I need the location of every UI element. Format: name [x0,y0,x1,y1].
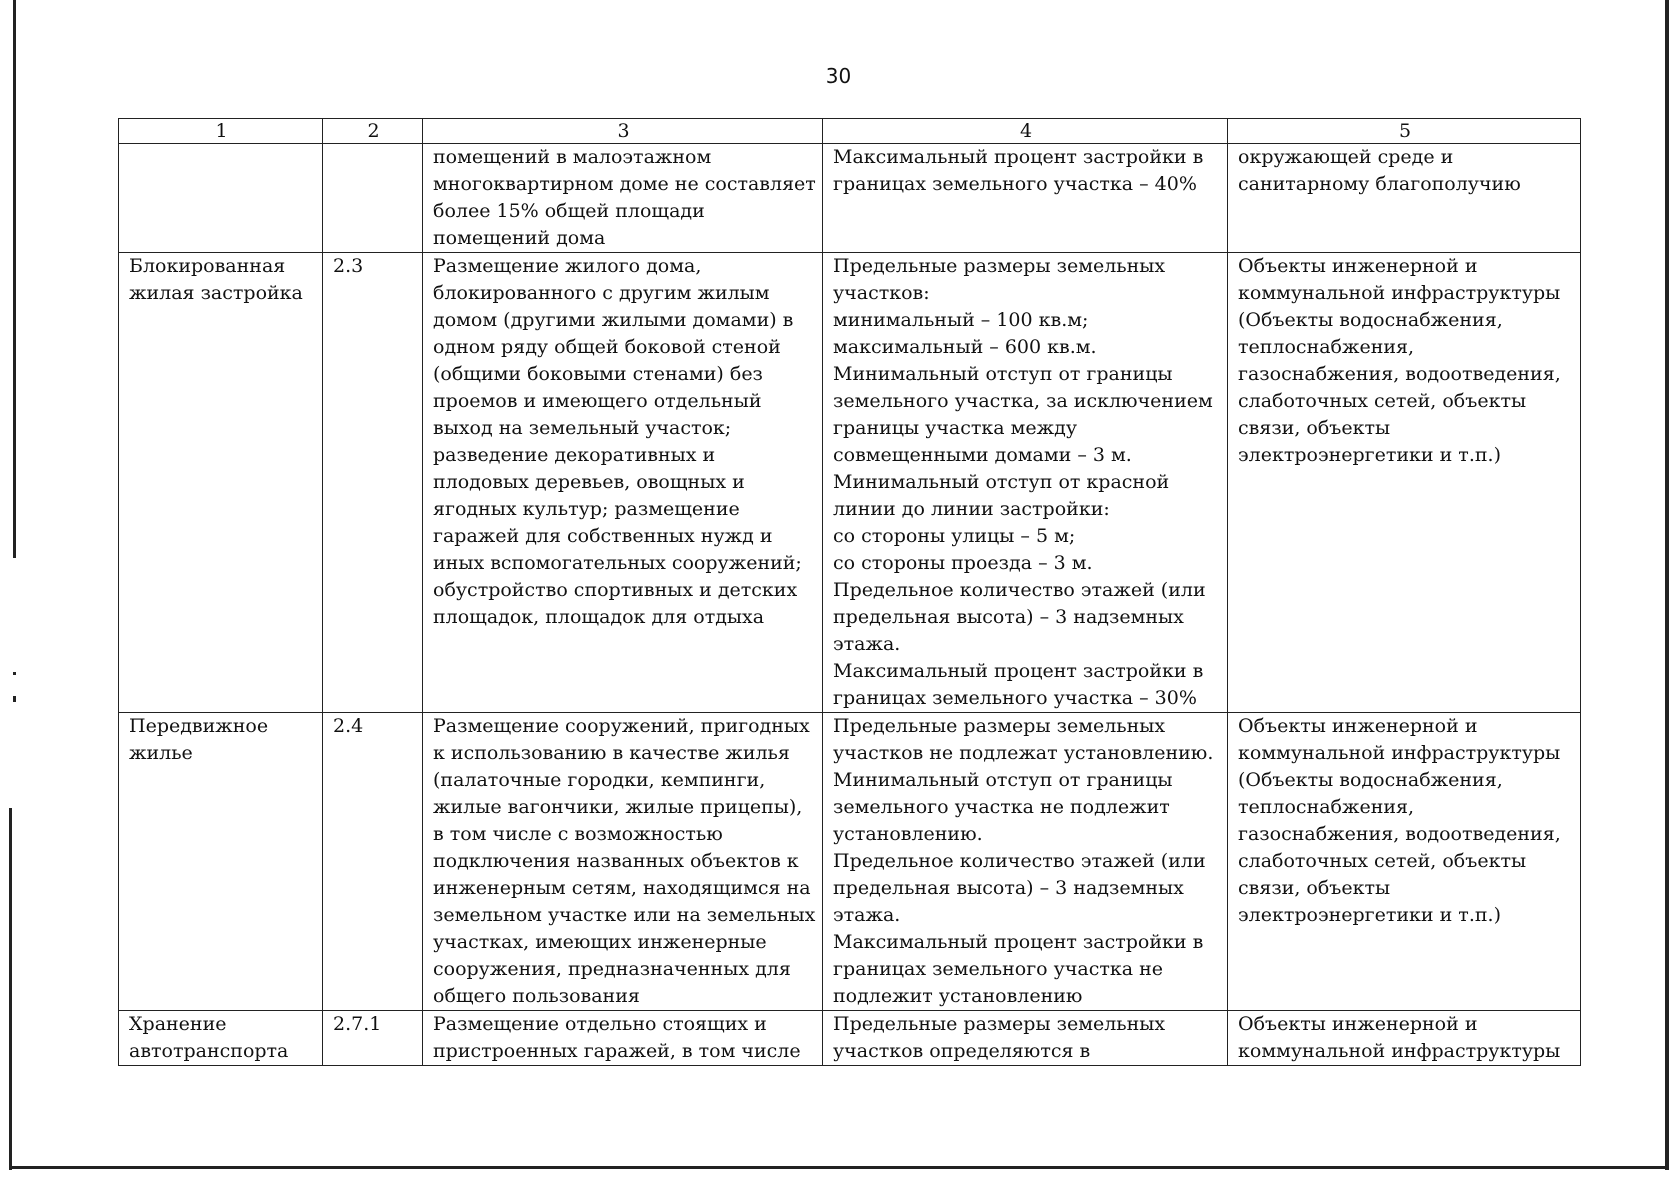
cell-text-line: установлению. [833,823,983,845]
cell-text-line: Минимальный отступ от границы [833,363,1173,385]
cell-text-line: плодовых деревьев, овощных и [433,471,745,493]
cell-text-line: Размещение жилого дома, [433,255,702,277]
cell-text-line: жилье [129,742,193,764]
cell-text-line: (общими боковыми стенами) без [433,363,763,385]
cell-text-line: земельного участка, за исключением [833,390,1213,412]
cell-text-line: Предельное количество этажей (или [833,850,1206,872]
cell-text-line: коммунальной инфраструктуры [1238,1040,1561,1062]
cell-text-line: иных вспомогательных сооружений; [433,552,802,574]
cell-text-line: границах земельного участка – 40% [833,173,1197,195]
cell-text-line: границах земельного участка не [833,958,1164,980]
cell-text-line: слаботочных сетей, объекты [1238,850,1527,872]
table-cell-col2 [323,1011,423,1066]
table-row [119,713,1581,1011]
cell-text-line: участков не подлежат установлению. [833,742,1214,764]
cell-text-line: 2.7.1 [333,1013,382,1035]
zoning-table [118,118,1581,1066]
table-cell-col3 [423,144,823,253]
cell-text-line: (Объекты водоснабжения, [1238,769,1503,791]
cell-text-line: газоснабжения, водоотведения, [1238,823,1561,845]
cell-text-line: автотранспорта [129,1040,289,1062]
cell-text-line: минимальный – 100 кв.м; [833,309,1089,331]
cell-text-line: этажа. [833,904,901,926]
cell-text-line: помещений дома [433,227,606,249]
cell-text-line: жилые вагончики, жилые прицепы), [433,796,803,818]
cell-text-line: со стороны улицы – 5 м; [833,525,1076,547]
cell-text-line: общего пользования [433,985,640,1007]
cell-text-line: 2.3 [333,255,364,277]
cell-text-line: многоквартирном доме не составляет [433,173,816,195]
cell-text-line: со стороны проезда – 3 м. [833,552,1093,574]
cell-text-line: площадок, площадок для отдыха [433,606,765,628]
cell-text-line: подключения названных объектов к [433,850,799,872]
cell-text-line: инженерным сетям, находящимся на [433,877,811,899]
table-row [119,1011,1581,1066]
cell-text-line: обустройство спортивных и детских [433,579,798,601]
table-cell-col5 [1228,1011,1581,1066]
cell-text-line: коммунальной инфраструктуры [1238,282,1561,304]
table-cell-col3 [423,1011,823,1066]
table-cell-col1 [119,253,323,713]
cell-text-line: Хранение [129,1013,227,1035]
table-cell-col2 [323,713,423,1011]
cell-text-line: проемов и имеющего отдельный [433,390,762,412]
header-cell: 4 [823,119,1228,144]
cell-text-line: Минимальный отступ от границы [833,769,1173,791]
cell-text-line: земельном участке или на земельных [433,904,816,926]
cell-text-line: жилая застройка [129,282,303,304]
cell-text-line: гаражей для собственных нужд и [433,525,773,547]
table-cell-col5 [1228,144,1581,253]
cell-text-line: связи, объекты [1238,417,1391,439]
cell-text-line: Объекты инженерной и [1238,1013,1478,1035]
cell-text-line: Минимальный отступ от красной [833,471,1170,493]
page-number: 30 [825,64,852,88]
table-row [119,253,1581,713]
table-cell-col4 [823,713,1228,1011]
cell-text-line: Предельные размеры земельных [833,255,1166,277]
cell-text-line: линии до линии застройки: [833,498,1110,520]
table-row [119,144,1581,253]
cell-text-line: выход на земельный участок; [433,417,732,439]
cell-text-line: земельного участка не подлежит [833,796,1170,818]
cell-text-line: (Объекты водоснабжения, [1238,309,1503,331]
table-cell-col4 [823,1011,1228,1066]
cell-text-line: помещений в малоэтажном [433,146,712,168]
cell-text-line: Предельные размеры земельных [833,1013,1166,1035]
cell-text-line: границах земельного участка – 30% [833,687,1197,709]
cell-text-line: санитарному благополучию [1238,173,1521,195]
scan-mark [13,696,16,702]
cell-text-line: Передвижное [129,715,269,737]
table-cell-col1 [119,1011,323,1066]
cell-text-line: Предельные размеры земельных [833,715,1166,737]
cell-text-line: предельная высота) – 3 надземных [833,606,1184,628]
table-cell-col1 [119,713,323,1011]
table-cell-col5 [1228,713,1581,1011]
cell-text-line: связи, объекты [1238,877,1391,899]
header-cell: 3 [423,119,823,144]
cell-text-line: газоснабжения, водоотведения, [1238,363,1561,385]
cell-text-line: к использованию в качестве жилья [433,742,790,764]
cell-text-line: Максимальный процент застройки в [833,660,1204,682]
cell-text-line: Размещение отдельно стоящих и [433,1013,767,1035]
cell-text-line: Блокированная [129,255,286,277]
header-cell: 1 [119,119,323,144]
cell-text-line: границы участка между [833,417,1077,439]
cell-text-line: сооружения, предназначенных для [433,958,791,980]
cell-text-line: домом (другими жилыми домами) в [433,309,794,331]
cell-text-line: участков: [833,282,930,304]
table-header-row [119,119,1581,144]
cell-text-line: участках, имеющих инженерные [433,931,767,953]
cell-text-line: Размещение сооружений, пригодных [433,715,810,737]
cell-text-line: теплоснабжения, [1238,796,1415,818]
cell-text-line: ягодных культур; размещение [433,498,740,520]
cell-text-line: 2.4 [333,715,364,737]
cell-text-line: электроэнергетики и т.п.) [1238,444,1501,466]
table-cell-col1 [119,144,323,253]
cell-text-line: коммунальной инфраструктуры [1238,742,1561,764]
scan-border-bottom [9,1166,1667,1169]
cell-text-line: блокированного с другим жилым [433,282,770,304]
cell-text-line: окружающей среде и [1238,146,1454,168]
cell-text-line: участков определяются в [833,1040,1091,1062]
cell-text-line: предельная высота) – 3 надземных [833,877,1184,899]
header-cell: 5 [1228,119,1581,144]
cell-text-line: подлежит установлению [833,985,1083,1007]
table-cell-col5 [1228,253,1581,713]
cell-text-line: Максимальный процент застройки в [833,146,1204,168]
table-cell-col3 [423,253,823,713]
cell-text-line: Объекты инженерной и [1238,715,1478,737]
scan-border-left-lower [9,808,12,1170]
table-cell-col4 [823,144,1228,253]
cell-text-line: теплоснабжения, [1238,336,1415,358]
cell-text-line: Объекты инженерной и [1238,255,1478,277]
cell-text-line: максимальный – 600 кв.м. [833,336,1097,358]
header-cell: 2 [323,119,423,144]
scan-mark [13,672,16,675]
cell-text-line: электроэнергетики и т.п.) [1238,904,1501,926]
scan-border-right [1665,0,1669,1170]
cell-text-line: в том числе с возможностью [433,823,723,845]
cell-text-line: этажа. [833,633,901,655]
table-cell-col2 [323,253,423,713]
cell-text-line: слаботочных сетей, объекты [1238,390,1527,412]
cell-text-line: разведение декоративных и [433,444,716,466]
cell-text-line: (палаточные городки, кемпинги, [433,769,766,791]
cell-text-line: более 15% общей площади [433,200,705,222]
cell-text-line: Предельное количество этажей (или [833,579,1206,601]
table-cell-col4 [823,253,1228,713]
cell-text-line: пристроенных гаражей, в том числе [433,1040,801,1062]
table-cell-col3 [423,713,823,1011]
cell-text-line: Максимальный процент застройки в [833,931,1204,953]
table-cell-col2 [323,144,423,253]
cell-text-line: совмещенными домами – 3 м. [833,444,1132,466]
cell-text-line: одном ряду общей боковой стеной [433,336,781,358]
